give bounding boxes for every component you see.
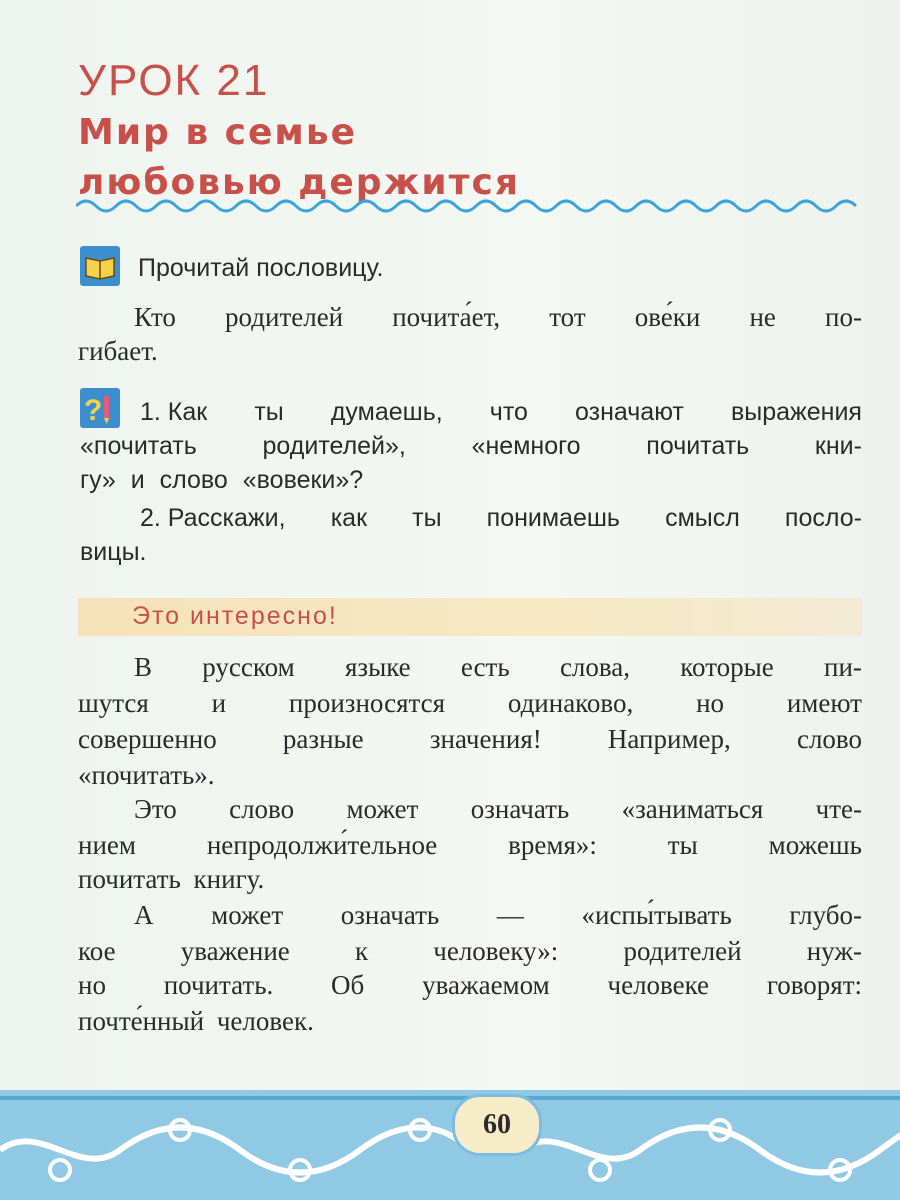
word: ты [254,398,284,426]
paragraph-2-line-2 [78,830,862,861]
paragraph-2-line-3: почитать книгу. [78,864,265,894]
word: совершенно [78,724,217,754]
word: кни- [814,432,862,460]
lesson-title [78,108,520,208]
word: слова, [559,652,631,682]
word: и [211,688,227,718]
word: 2. Расскажи, [140,504,286,532]
proverb-line-1 [134,302,862,333]
word: В [134,652,153,682]
word: почитать [646,432,750,460]
word: посло- [784,504,862,532]
question-2-line-2: вицы. [80,538,147,566]
word: чте- [815,794,862,824]
question-1-line-2 [80,432,862,461]
paragraph-1-line-4: «почитать». [78,760,215,790]
word: русском [202,652,295,682]
word: тот [549,302,586,332]
paragraph-3-line-2 [78,936,862,967]
word: одинаково, [507,688,634,718]
word: означать [340,900,440,930]
word: к [354,936,369,966]
word: Это [134,794,177,824]
question-1-line-1 [140,398,862,427]
word: «почитать [80,432,197,460]
word: ове́ки [634,302,701,332]
word: можешь [768,830,862,860]
word: ты [667,830,698,860]
word: означать [470,794,570,824]
word: как [330,504,368,532]
word: «испы́тывать [581,900,732,930]
interesting-title: Это интересно! [132,602,338,630]
word: разные [282,724,364,754]
word: говорят: [766,970,862,1000]
word: почита́ет, [392,302,501,332]
word: пи- [824,652,862,682]
page-number: 60 [452,1094,542,1156]
word: родителей [623,936,742,966]
word: родителей [225,302,344,332]
word: не [749,302,776,332]
open-book-icon [80,246,120,286]
word: слово [229,794,295,824]
proverb-line-2: гибает. [78,336,158,366]
word: нием [78,830,136,860]
word: ты [412,504,442,532]
question-1-line-3: гу» и слово «вовеки»? [80,466,364,494]
svg-text:?: ? [84,394,103,427]
word: кое [78,936,116,966]
word: языке [344,652,411,682]
word: выражения [730,398,862,426]
word: уважение [180,936,290,966]
word: которые [680,652,774,682]
word: произносятся [288,688,446,718]
word: думаешь, [330,398,443,426]
footer-swirl-pattern [0,1090,900,1200]
word: Кто [134,302,176,332]
word: смысл [665,504,740,532]
word: шутся [78,688,149,718]
wave-divider [76,196,864,216]
word: А [134,900,154,930]
read-instruction: Прочитай пословицу. [138,254,384,282]
paragraph-1-line-3 [78,724,862,755]
word: по- [825,302,862,332]
word: нуж- [806,936,862,966]
paragraph-3-line-1 [134,900,862,931]
word: значения! [429,724,542,754]
paragraph-3-line-3 [78,970,862,1001]
word: может [346,794,419,824]
lesson-number: УРОК 21 [78,56,270,105]
word: имеют [786,688,862,718]
word: есть [460,652,510,682]
word: понимаешь [486,504,620,532]
word: но [696,688,725,718]
word: глубо- [789,900,862,930]
word: означают [575,398,684,426]
word: может [211,900,284,930]
word: человеке [607,970,710,1000]
paragraph-3-line-4: почте́нный человек. [78,1006,314,1036]
paragraph-1-line-2 [78,688,862,719]
word: человеку»: [433,936,559,966]
word: слово [796,724,862,754]
word: — [496,900,524,930]
word: «немного [471,432,581,460]
lesson-title-line-2: любовью держится [78,162,520,203]
word: Например, [607,724,731,754]
word: «заниматься [621,794,764,824]
word: что [489,398,528,426]
question-2-line-1 [140,504,862,533]
word: время»: [508,830,597,860]
word: уважаемом [422,970,550,1000]
word: Об [331,970,365,1000]
paragraph-1-line-1 [134,652,862,683]
word: но [78,970,106,1000]
word: родителей», [262,432,406,460]
word: почитать. [163,970,274,1000]
paragraph-2-line-1 [134,794,862,825]
question-pencil-icon [80,388,120,428]
word: 1. Как [140,398,208,426]
lesson-title-line-1: Мир в семье [78,112,358,153]
word: непродолжи́тельное [206,830,438,860]
